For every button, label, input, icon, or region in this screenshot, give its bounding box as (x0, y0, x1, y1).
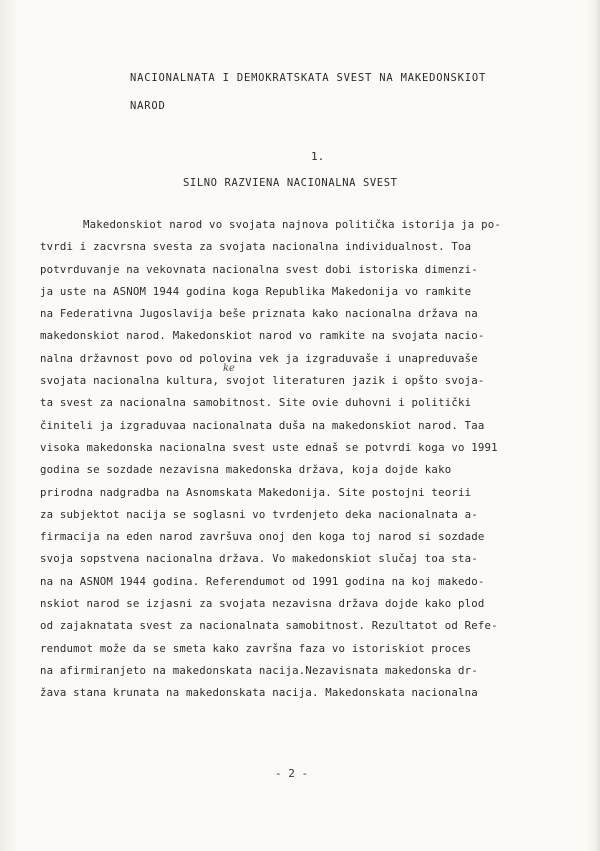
body-line: rendumot može da se smeta kako završna faza vo istoriskiot proces (40, 641, 472, 655)
body-paragraph (0, 214, 500, 705)
body-line: prirodna nadgradba na Asnomskata Makedonija. Site postojni teorii (40, 485, 472, 499)
body-line: činiteli ja izgraduvaa nacionalnata duša na makedonskiot narod. Taa (40, 418, 485, 432)
page-number: - 2 - (275, 767, 309, 780)
page-edge-shadow (594, 0, 600, 851)
body-line: svoja sopstvena nacionalna država. Vo makedonskiot slučaj toa sta- (40, 552, 478, 566)
body-line: potvrduvanje na vekovnata nacionalna svest dobi istoriska dimenzi- (40, 262, 478, 276)
body-line: nskiot narod se izjasni za svojata nezavisna država dojde kako plod (40, 597, 485, 611)
body-line: za subjektot nacija se soglasni vo tvrdenjeto deka nacionalnata a- (40, 507, 478, 521)
document-title (130, 64, 486, 120)
body-line: ja uste na ASNOM 1944 godina koga Republika Makedonija vo ramkite (40, 284, 472, 298)
section-title: SILNO RAZVIENA NACIONALNA SVEST (183, 177, 398, 189)
body-line: Makedonskiot narod vo svojata najnova politička istorija ja po- (83, 218, 501, 231)
handwritten-annotation: ke (223, 363, 235, 374)
body-line: žava stana krunata na makedonskata nacija. Makedonskata nacionalna (40, 686, 478, 700)
title-line-2: NAROD (130, 100, 166, 112)
body-line: nalna državnost povo od polovina vek ja izgraduvaše i unapreduvaše (40, 351, 478, 365)
section-number: 1. (311, 150, 325, 163)
title-line-1: NACIONALNATA I DEMOKRATSKATA SVEST NA MAKEDONSKIOT (130, 72, 487, 84)
body-line: visoka makedonska nacionalna svest uste ednaš se potvrdi koga vo 1991 (40, 440, 498, 454)
body-line: od zajaknatata svest za nacionalnata samobitnost. Rezultatot od Refe- (40, 619, 498, 633)
body-line: na afirmiranjeto na makedonskata nacija.Nezavisnata makedonska dr- (40, 663, 478, 677)
body-line: makedonskiot narod. Makedonskiot narod vo ramkite na svojata nacio- (40, 329, 485, 343)
body-line: ta svest za nacionalna samobitnost. Site ovie duhovni i politički (40, 396, 472, 410)
body-line: tvrdi i zacvrsna svesta za svojata nacionalna individualnost. Toa (40, 240, 472, 254)
body-line: svojata nacionalna kultura, svojot literaturen jazik i opšto svoja- (40, 374, 485, 388)
body-line: godina se sozdade nezavisna makedonska država, koja dojde kako (40, 463, 452, 477)
body-line: na na ASNOM 1944 godina. Referendumot od 1991 godina na koj makedo- (40, 574, 485, 588)
body-line: na Federativna Jugoslavija beše priznata kako nacionalna država na (40, 307, 478, 321)
body-line: firmacija na eden narod završuva onoj den koga toj narod si sozdade (40, 530, 485, 544)
